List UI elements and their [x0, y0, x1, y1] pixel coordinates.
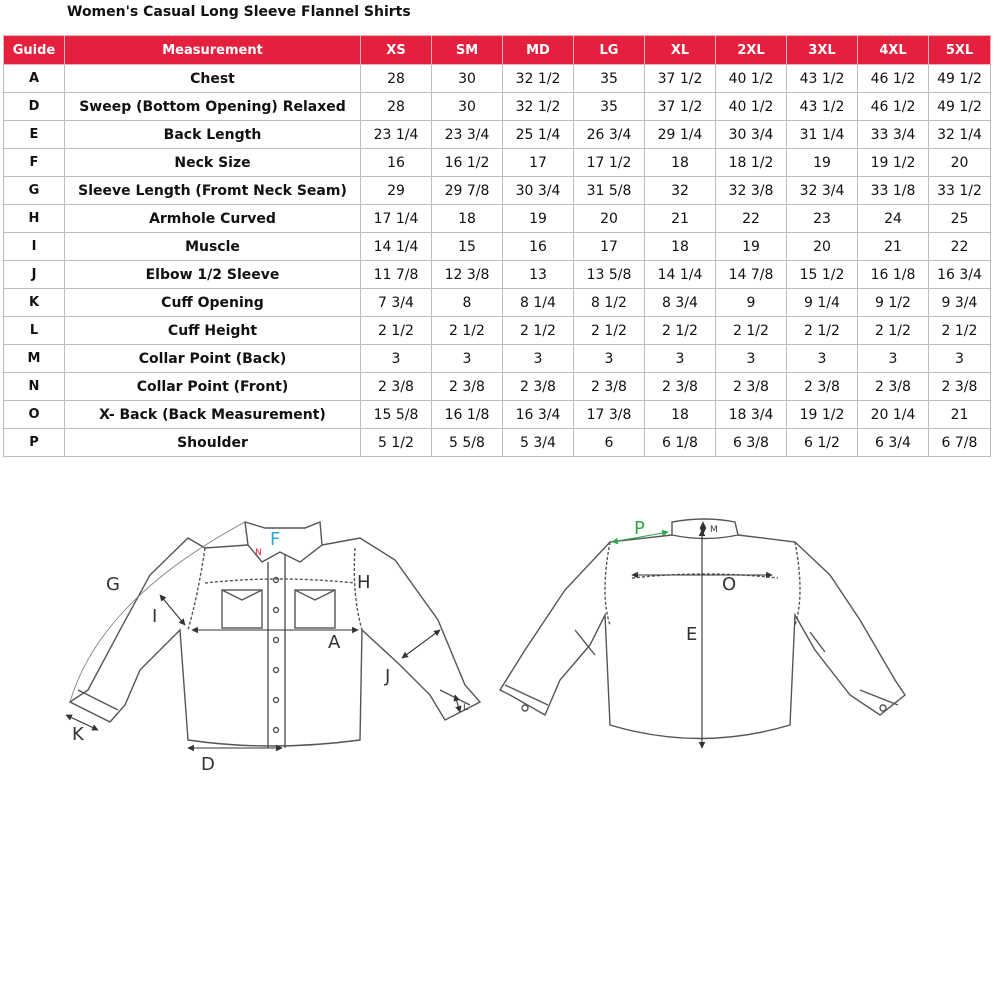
- header-xs: XS: [361, 36, 432, 65]
- value-cell: 9 1/4: [787, 289, 858, 317]
- value-cell: 2 3/8: [858, 373, 929, 401]
- value-cell: 21: [645, 205, 716, 233]
- header-md: MD: [503, 36, 574, 65]
- value-cell: 3: [574, 345, 645, 373]
- value-cell: 3: [716, 345, 787, 373]
- table-row: [4, 401, 991, 429]
- table-row: [4, 121, 991, 149]
- value-cell: 32: [645, 177, 716, 205]
- value-cell: 19: [503, 205, 574, 233]
- value-cell: 16 3/4: [503, 401, 574, 429]
- label-i: I: [152, 606, 158, 627]
- label-k: K: [72, 724, 84, 745]
- value-cell: 5 1/2: [361, 429, 432, 457]
- value-cell: 37 1/2: [645, 65, 716, 93]
- guide-cell: E: [4, 121, 65, 149]
- measurement-cell: Cuff Height: [65, 317, 361, 345]
- value-cell: 2 1/2: [503, 317, 574, 345]
- value-cell: 2 3/8: [432, 373, 503, 401]
- measurement-cell: Sleeve Length (Fromt Neck Seam): [65, 177, 361, 205]
- value-cell: 18: [645, 401, 716, 429]
- value-cell: 14 1/4: [645, 261, 716, 289]
- value-cell: 2 3/8: [574, 373, 645, 401]
- value-cell: 22: [929, 233, 991, 261]
- guide-cell: F: [4, 149, 65, 177]
- value-cell: 2 1/2: [361, 317, 432, 345]
- guide-cell: H: [4, 205, 65, 233]
- label-a: A: [328, 632, 341, 653]
- value-cell: 3: [858, 345, 929, 373]
- value-cell: 40 1/2: [716, 65, 787, 93]
- value-cell: 6 1/8: [645, 429, 716, 457]
- value-cell: 8 1/2: [574, 289, 645, 317]
- value-cell: 6 3/4: [858, 429, 929, 457]
- value-cell: 3: [645, 345, 716, 373]
- table-row: [4, 205, 991, 233]
- value-cell: 2 3/8: [929, 373, 991, 401]
- guide-cell: I: [4, 233, 65, 261]
- guide-cell: O: [4, 401, 65, 429]
- header-4xl: 4XL: [858, 36, 929, 65]
- value-cell: 19 1/2: [787, 401, 858, 429]
- guide-cell: J: [4, 261, 65, 289]
- value-cell: 32 1/2: [503, 93, 574, 121]
- value-cell: 3: [503, 345, 574, 373]
- value-cell: 25: [929, 205, 991, 233]
- measurement-cell: Elbow 1/2 Sleeve: [65, 261, 361, 289]
- measurement-cell: Collar Point (Back): [65, 345, 361, 373]
- value-cell: 17 1/4: [361, 205, 432, 233]
- value-cell: 20 1/4: [858, 401, 929, 429]
- value-cell: 20: [929, 149, 991, 177]
- value-cell: 32 3/4: [787, 177, 858, 205]
- value-cell: 18: [432, 205, 503, 233]
- value-cell: 14 7/8: [716, 261, 787, 289]
- value-cell: 31 1/4: [787, 121, 858, 149]
- value-cell: 19: [716, 233, 787, 261]
- value-cell: 16 1/2: [432, 149, 503, 177]
- value-cell: 9: [716, 289, 787, 317]
- measurement-cell: Sweep (Bottom Opening) Relaxed: [65, 93, 361, 121]
- value-cell: 8 3/4: [645, 289, 716, 317]
- guide-cell: G: [4, 177, 65, 205]
- value-cell: 18: [645, 233, 716, 261]
- measurement-cell: X- Back (Back Measurement): [65, 401, 361, 429]
- value-cell: 3: [361, 345, 432, 373]
- table-row: [4, 233, 991, 261]
- value-cell: 33 1/8: [858, 177, 929, 205]
- label-n: N: [255, 548, 262, 558]
- label-o: O: [722, 574, 737, 595]
- value-cell: 29: [361, 177, 432, 205]
- value-cell: 2 3/8: [503, 373, 574, 401]
- guide-cell: D: [4, 93, 65, 121]
- label-g: G: [106, 574, 120, 595]
- header-5xl: 5XL: [929, 36, 991, 65]
- value-cell: 28: [361, 65, 432, 93]
- table-row: [4, 177, 991, 205]
- guide-cell: P: [4, 429, 65, 457]
- label-j: J: [385, 666, 391, 687]
- value-cell: 28: [361, 93, 432, 121]
- value-cell: 15 1/2: [787, 261, 858, 289]
- header-measurement: Measurement: [65, 36, 361, 65]
- label-p: P: [634, 518, 645, 539]
- value-cell: 26 3/4: [574, 121, 645, 149]
- value-cell: 18 3/4: [716, 401, 787, 429]
- value-cell: 2 3/8: [361, 373, 432, 401]
- value-cell: 3: [929, 345, 991, 373]
- value-cell: 37 1/2: [645, 93, 716, 121]
- value-cell: 2 3/8: [716, 373, 787, 401]
- value-cell: 23 1/4: [361, 121, 432, 149]
- value-cell: 6 1/2: [787, 429, 858, 457]
- value-cell: 30: [432, 93, 503, 121]
- value-cell: 15: [432, 233, 503, 261]
- table-row: [4, 345, 991, 373]
- value-cell: 12 3/8: [432, 261, 503, 289]
- label-d: D: [201, 754, 215, 775]
- value-cell: 22: [716, 205, 787, 233]
- value-cell: 2 3/8: [645, 373, 716, 401]
- table-row: [4, 317, 991, 345]
- value-cell: 33 1/2: [929, 177, 991, 205]
- label-e: E: [686, 624, 698, 645]
- label-f: F: [270, 529, 281, 550]
- value-cell: 2 1/2: [716, 317, 787, 345]
- value-cell: 49 1/2: [929, 93, 991, 121]
- value-cell: 16: [361, 149, 432, 177]
- table-row: [4, 261, 991, 289]
- value-cell: 7 3/4: [361, 289, 432, 317]
- value-cell: 23: [787, 205, 858, 233]
- value-cell: 13: [503, 261, 574, 289]
- front-shirt-outline: [70, 522, 480, 748]
- measurement-cell: Chest: [65, 65, 361, 93]
- value-cell: 2 1/2: [574, 317, 645, 345]
- measurement-cell: Collar Point (Front): [65, 373, 361, 401]
- value-cell: 49 1/2: [929, 65, 991, 93]
- label-m: M: [710, 525, 718, 535]
- value-cell: 5 5/8: [432, 429, 503, 457]
- shirt-diagram: [0, 490, 1000, 790]
- value-cell: 9 1/2: [858, 289, 929, 317]
- table-row: [4, 373, 991, 401]
- value-cell: 35: [574, 93, 645, 121]
- measurement-cell: Shoulder: [65, 429, 361, 457]
- value-cell: 2 1/2: [858, 317, 929, 345]
- value-cell: 6: [574, 429, 645, 457]
- value-cell: 43 1/2: [787, 93, 858, 121]
- value-cell: 20: [787, 233, 858, 261]
- value-cell: 8 1/4: [503, 289, 574, 317]
- header-2xl: 2XL: [716, 36, 787, 65]
- value-cell: 40 1/2: [716, 93, 787, 121]
- measurement-cell: Back Length: [65, 121, 361, 149]
- value-cell: 32 1/2: [503, 65, 574, 93]
- value-cell: 30: [432, 65, 503, 93]
- measurement-cell: Neck Size: [65, 149, 361, 177]
- value-cell: 16 1/8: [858, 261, 929, 289]
- value-cell: 17: [503, 149, 574, 177]
- header-sm: SM: [432, 36, 503, 65]
- value-cell: 15 5/8: [361, 401, 432, 429]
- value-cell: 43 1/2: [787, 65, 858, 93]
- value-cell: 8: [432, 289, 503, 317]
- value-cell: 17 3/8: [574, 401, 645, 429]
- guide-cell: N: [4, 373, 65, 401]
- table-row: [4, 289, 991, 317]
- header-xl: XL: [645, 36, 716, 65]
- value-cell: 16: [503, 233, 574, 261]
- value-cell: 31 5/8: [574, 177, 645, 205]
- guide-cell: M: [4, 345, 65, 373]
- front-labels: [72, 529, 468, 775]
- label-h: H: [357, 572, 371, 593]
- value-cell: 24: [858, 205, 929, 233]
- value-cell: 3: [432, 345, 503, 373]
- header-lg: LG: [574, 36, 645, 65]
- value-cell: 23 3/4: [432, 121, 503, 149]
- value-cell: 19: [787, 149, 858, 177]
- label-l: L: [463, 703, 469, 713]
- size-chart-table: [3, 35, 991, 457]
- value-cell: 3: [787, 345, 858, 373]
- table-header-row: [4, 36, 991, 65]
- value-cell: 2 3/8: [787, 373, 858, 401]
- value-cell: 18 1/2: [716, 149, 787, 177]
- page-title: Women's Casual Long Sleeve Flannel Shirts: [67, 4, 411, 20]
- value-cell: 9 3/4: [929, 289, 991, 317]
- value-cell: 21: [858, 233, 929, 261]
- value-cell: 25 1/4: [503, 121, 574, 149]
- value-cell: 16 3/4: [929, 261, 991, 289]
- value-cell: 30 3/4: [716, 121, 787, 149]
- value-cell: 2 1/2: [929, 317, 991, 345]
- value-cell: 21: [929, 401, 991, 429]
- header-guide: Guide: [4, 36, 65, 65]
- value-cell: 29 7/8: [432, 177, 503, 205]
- guide-cell: K: [4, 289, 65, 317]
- value-cell: 46 1/2: [858, 65, 929, 93]
- value-cell: 18: [645, 149, 716, 177]
- value-cell: 33 3/4: [858, 121, 929, 149]
- value-cell: 16 1/8: [432, 401, 503, 429]
- header-3xl: 3XL: [787, 36, 858, 65]
- value-cell: 2 1/2: [432, 317, 503, 345]
- value-cell: 11 7/8: [361, 261, 432, 289]
- value-cell: 29 1/4: [645, 121, 716, 149]
- table-row: [4, 429, 991, 457]
- value-cell: 13 5/8: [574, 261, 645, 289]
- value-cell: 2 1/2: [787, 317, 858, 345]
- measurement-cell: Muscle: [65, 233, 361, 261]
- value-cell: 35: [574, 65, 645, 93]
- value-cell: 6 7/8: [929, 429, 991, 457]
- value-cell: 6 3/8: [716, 429, 787, 457]
- value-cell: 46 1/2: [858, 93, 929, 121]
- value-cell: 2 1/2: [645, 317, 716, 345]
- guide-cell: A: [4, 65, 65, 93]
- value-cell: 17: [574, 233, 645, 261]
- table-row: [4, 149, 991, 177]
- value-cell: 30 3/4: [503, 177, 574, 205]
- value-cell: 20: [574, 205, 645, 233]
- value-cell: 32 1/4: [929, 121, 991, 149]
- guide-cell: L: [4, 317, 65, 345]
- table-row: [4, 65, 991, 93]
- measurement-cell: Cuff Opening: [65, 289, 361, 317]
- measurement-cell: Armhole Curved: [65, 205, 361, 233]
- value-cell: 17 1/2: [574, 149, 645, 177]
- value-cell: 5 3/4: [503, 429, 574, 457]
- table-row: [4, 93, 991, 121]
- value-cell: 14 1/4: [361, 233, 432, 261]
- value-cell: 19 1/2: [858, 149, 929, 177]
- value-cell: 32 3/8: [716, 177, 787, 205]
- front-measure-lines: [66, 522, 460, 748]
